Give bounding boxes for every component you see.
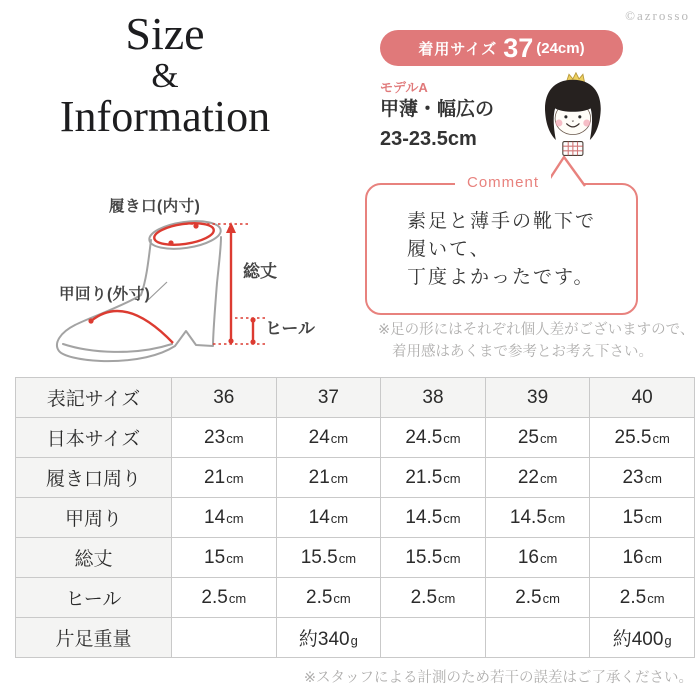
- size-cell: 16cm: [485, 538, 590, 578]
- row-label: 甲周り: [16, 498, 172, 538]
- title-line-size: Size: [125, 8, 205, 59]
- instep-label: 甲回り(外寸): [59, 286, 151, 303]
- size-table: [15, 377, 695, 658]
- size-table-body: [16, 378, 695, 658]
- size-cell: 15cm: [590, 498, 695, 538]
- size-cell: 2.5cm: [381, 578, 486, 618]
- comment-line: 素足と薄手の靴下で: [407, 211, 597, 232]
- comment-line: 履いて、: [407, 239, 491, 260]
- row-label: 表記サイズ: [16, 378, 172, 418]
- table-row: [16, 418, 695, 458]
- girl-with-crown-illustration: [534, 72, 604, 157]
- size-cell: 2.5cm: [485, 578, 590, 618]
- size-cell: 37: [276, 378, 381, 418]
- girl-eye-left: [564, 115, 567, 118]
- comment-label: Comment: [455, 174, 551, 191]
- comment-text: [367, 185, 636, 292]
- size-cell: 2.5cm: [590, 578, 695, 618]
- model-info: [380, 80, 494, 151]
- model-foot-size: 23-23.5cm: [380, 127, 477, 150]
- size-cell: 約340g: [276, 618, 381, 658]
- fit-disclaimer-line: 着用感はあくまで参考とお考え下さい。: [392, 344, 653, 361]
- size-cell: 24cm: [276, 418, 381, 458]
- size-cell: 16cm: [590, 538, 695, 578]
- title-line-amp: &: [151, 55, 179, 95]
- row-label: 日本サイズ: [16, 418, 172, 458]
- boot-red-measures: [91, 220, 267, 344]
- size-cell: 15.5cm: [276, 538, 381, 578]
- size-cell: 14.5cm: [485, 498, 590, 538]
- girl-cheek-left: [555, 120, 562, 127]
- badge-size-detail: (24cm): [536, 39, 585, 57]
- size-cell: 14cm: [172, 498, 277, 538]
- size-cell: 15.5cm: [381, 538, 486, 578]
- size-cell: 21cm: [276, 458, 381, 498]
- size-cell: 25cm: [485, 418, 590, 458]
- table-row: [16, 618, 695, 658]
- table-row: [16, 498, 695, 538]
- heel-label: ヒール: [265, 319, 315, 338]
- instep-measure-arc: [91, 311, 173, 343]
- page-title: [20, 10, 310, 140]
- row-label: 総丈: [16, 538, 172, 578]
- size-cell: 39: [485, 378, 590, 418]
- measurement-note: ※スタッフによる計測のため若干の誤差はご了承ください。: [303, 670, 693, 686]
- row-label: 片足重量: [16, 618, 172, 658]
- size-cell: [381, 618, 486, 658]
- opening-label: 履き口(内寸): [109, 198, 201, 215]
- size-cell: 23cm: [172, 418, 277, 458]
- total-height-label: 総丈: [243, 262, 277, 281]
- fit-disclaimer-line: ※足の形にはそれぞれ個人差がございますので、: [378, 322, 695, 338]
- size-cell: 36: [172, 378, 277, 418]
- comment-box: [365, 174, 638, 315]
- size-cell: 24.5cm: [381, 418, 486, 458]
- size-cell: 21cm: [172, 458, 277, 498]
- badge-label: 着用サイズ: [418, 40, 498, 58]
- size-cell: 14.5cm: [381, 498, 486, 538]
- brand-watermark: ©azrosso: [625, 8, 690, 23]
- girl-cheek-right: [583, 120, 590, 127]
- comment-line: 丁度よかったです。: [407, 267, 595, 288]
- worn-size-badge: [380, 30, 623, 66]
- instep-leader-line: [148, 282, 167, 300]
- size-cell: 40: [590, 378, 695, 418]
- model-name: モデルA: [380, 80, 428, 95]
- model-foot-type: 甲薄・幅広の: [380, 99, 495, 121]
- table-row: [16, 378, 695, 418]
- size-cell: 21.5cm: [381, 458, 486, 498]
- size-cell: [485, 618, 590, 658]
- size-cell: 38: [381, 378, 486, 418]
- size-cell: 2.5cm: [172, 578, 277, 618]
- size-cell: 15cm: [172, 538, 277, 578]
- boot-measurement-diagram: [45, 193, 375, 378]
- size-cell: 2.5cm: [276, 578, 381, 618]
- table-row: [16, 458, 695, 498]
- table-row: [16, 538, 695, 578]
- size-cell: 約400g: [590, 618, 695, 658]
- row-label: 履き口周り: [16, 458, 172, 498]
- girl-eye-right: [578, 115, 581, 118]
- size-cell: 23cm: [590, 458, 695, 498]
- size-cell: 22cm: [485, 458, 590, 498]
- size-cell: 14cm: [276, 498, 381, 538]
- row-label: ヒール: [16, 578, 172, 618]
- fit-disclaimer: [378, 319, 694, 364]
- table-row: [16, 578, 695, 618]
- size-cell: 25.5cm: [590, 418, 695, 458]
- title-line-information: Information: [59, 92, 271, 142]
- size-cell: [172, 618, 277, 658]
- badge-size-number: 37: [503, 32, 534, 63]
